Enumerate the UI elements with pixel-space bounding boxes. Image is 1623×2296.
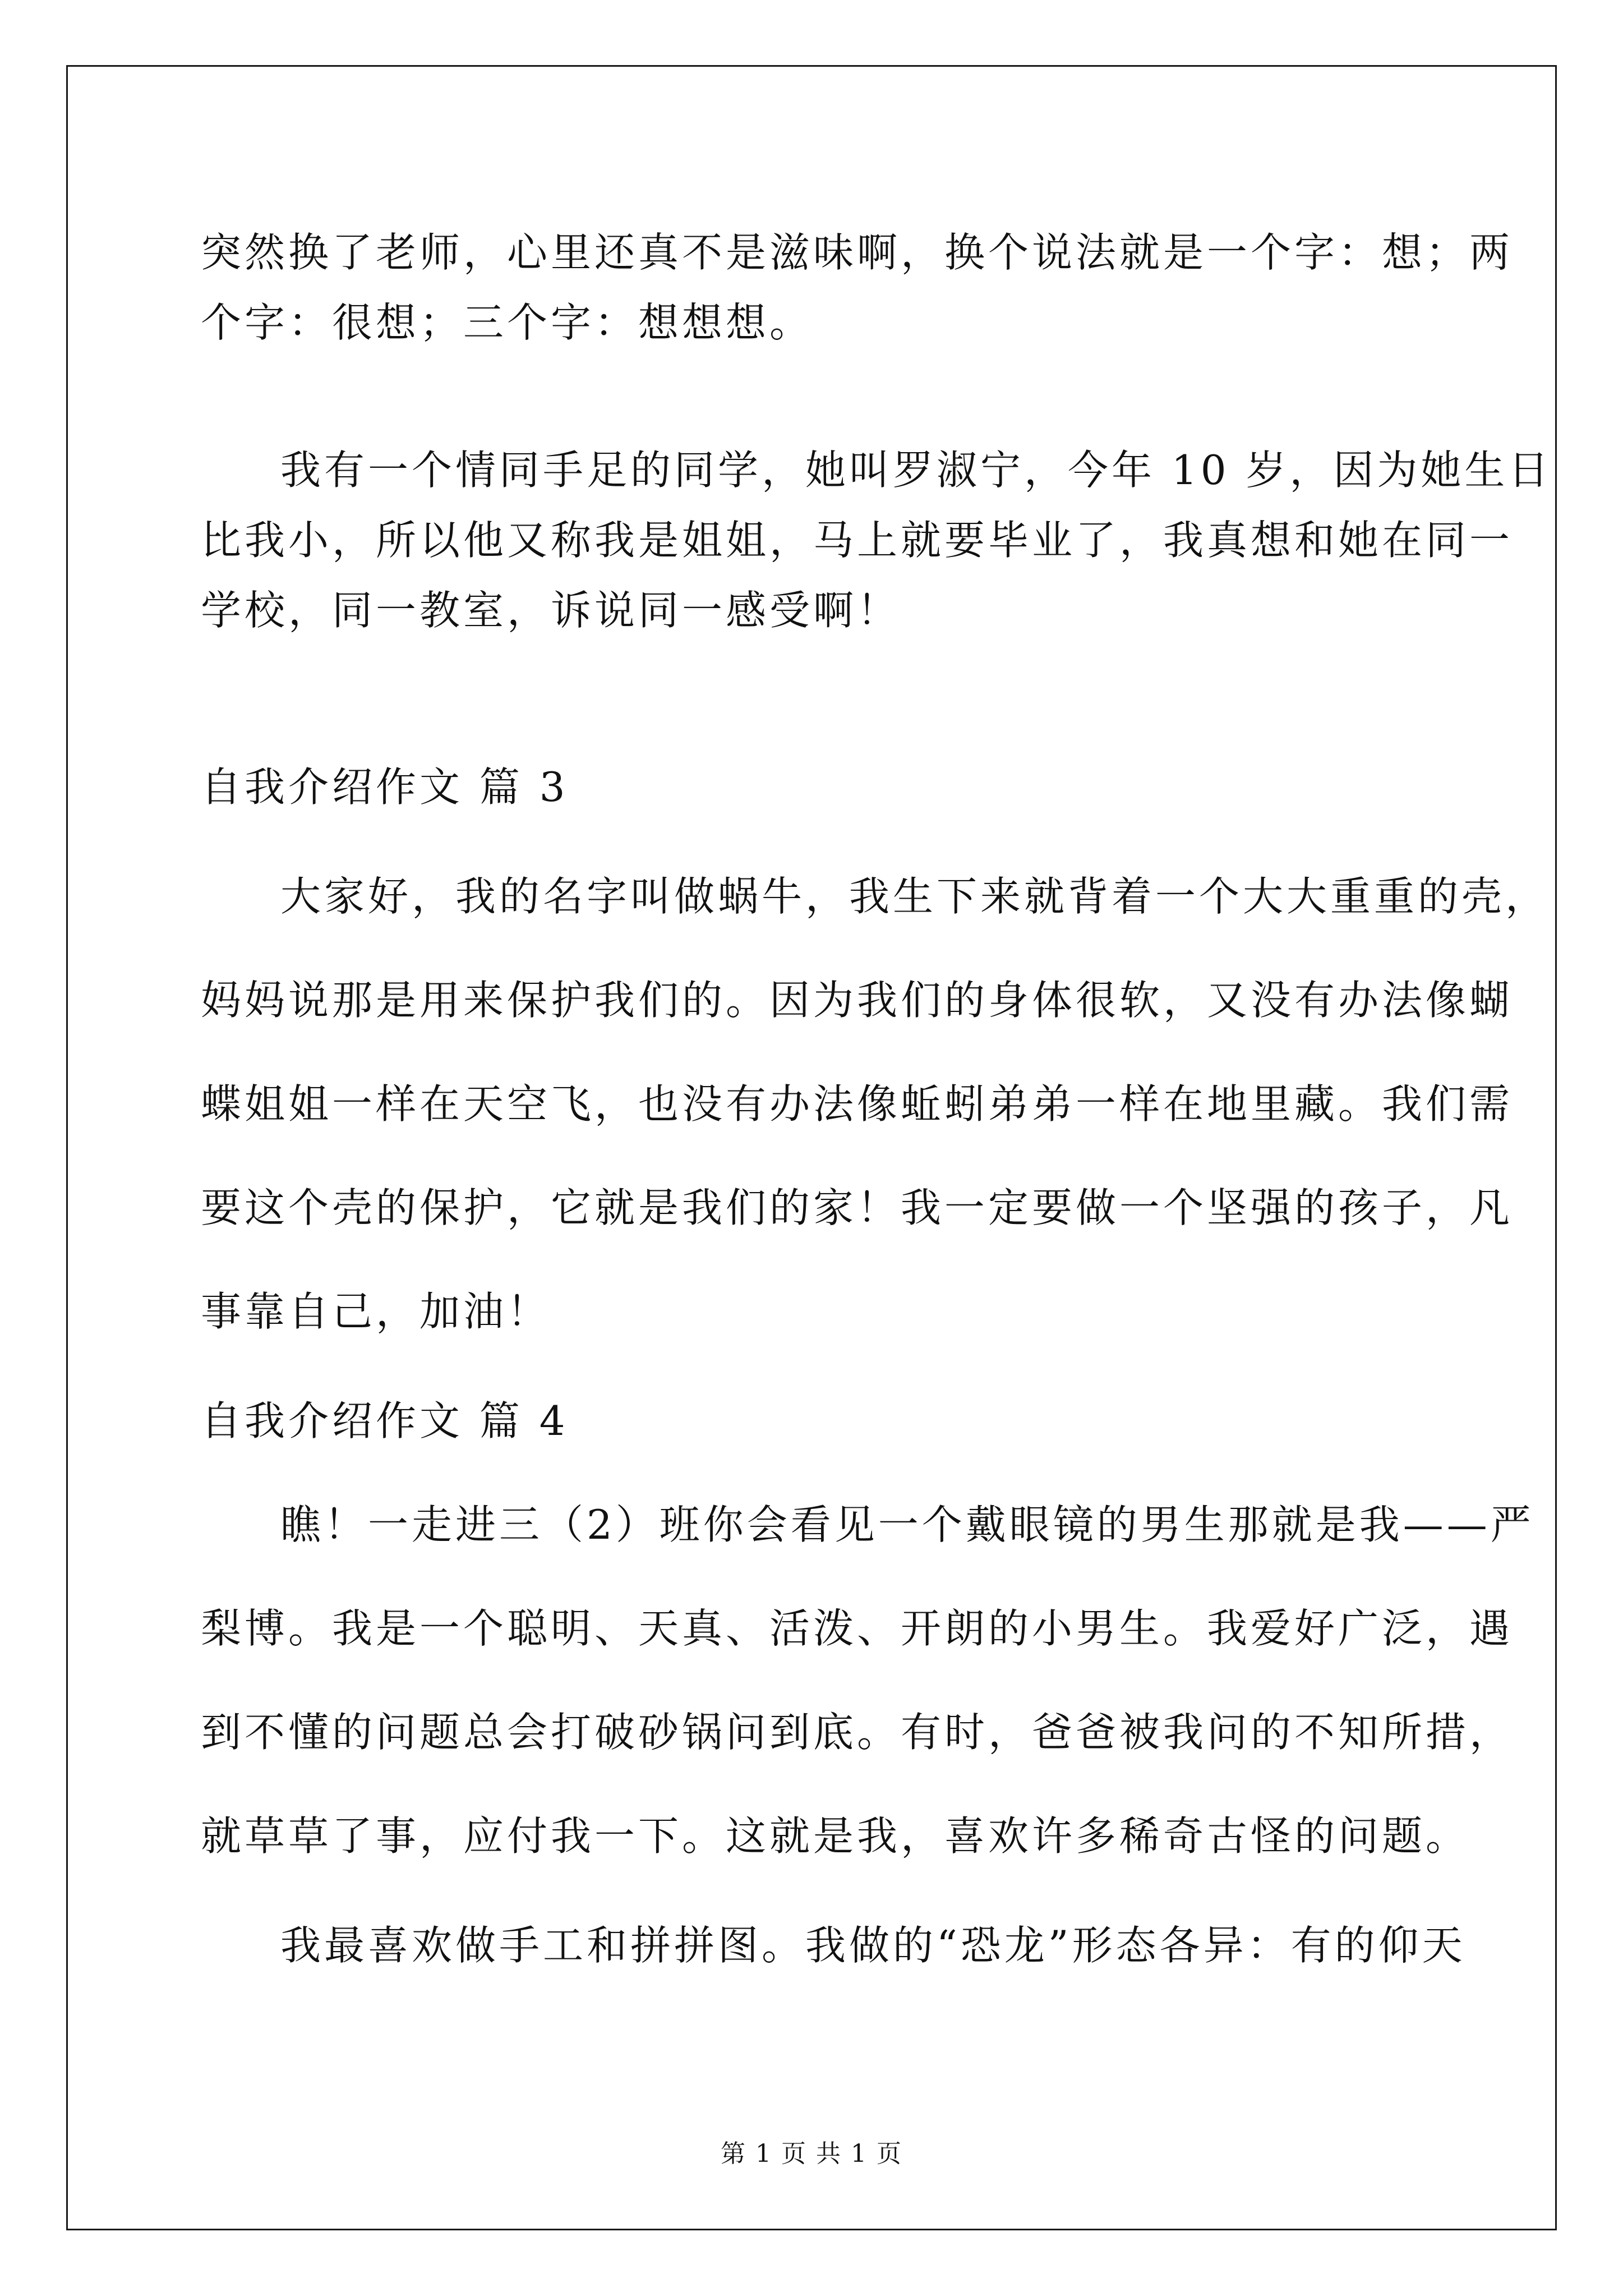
paragraph-line: 梨博。我是一个聪明、天真、活泼、开朗的小男生。我爱好广泛，遇 [201, 1605, 1514, 1652]
paragraph-line: 我最喜欢做手工和拼拼图。我做的“恐龙”形态各异：有的仰天 [280, 1922, 1466, 1969]
paragraph-line: 个字：很想；三个字：想想想。 [201, 299, 814, 346]
page-number-footer: 第 1 页 共 1 页 [721, 2139, 902, 2168]
paragraph-line: 就草草了事，应付我一下。这就是我，喜欢许多稀奇古怪的问题。 [201, 1812, 1470, 1860]
paragraph-line: 瞧！一走进三（2）班你会看见一个戴眼镜的男生那就是我——严 [280, 1501, 1534, 1548]
paragraph-line: 比我小，所以他又称我是姐姐，马上就要毕业了，我真想和她在同一 [201, 517, 1514, 564]
paragraph-line: 到不懂的问题总会打破砂锅问到底。有时，爸爸被我问的不知所措， [201, 1709, 1514, 1756]
paragraph-line: 大家好，我的名字叫做蜗牛，我生下来就背着一个大大重重的壳， [280, 873, 1550, 920]
paragraph-line: 我有一个情同手足的同学，她叫罗淑宁，今年 10 岁，因为她生日 [280, 447, 1552, 494]
paragraph-line: 学校，同一教室，诉说同一感受啊！ [201, 587, 901, 634]
page-border [66, 65, 1557, 2230]
paragraph-line: 要这个壳的保护，它就是我们的家！我一定要做一个坚强的孩子，凡 [201, 1184, 1514, 1231]
paragraph-line: 妈妈说那是用来保护我们的。因为我们的身体很软，又没有办法像蝴 [201, 977, 1514, 1024]
section-heading: 自我介绍作文 篇 4 [201, 1397, 569, 1444]
paragraph-line: 事靠自己，加油！ [201, 1288, 551, 1335]
paragraph-line: 蝶姐姐一样在天空飞，也没有办法像蚯蚓弟弟一样在地里藏。我们需 [201, 1080, 1514, 1128]
section-heading: 自我介绍作文 篇 3 [201, 763, 569, 811]
paragraph-line: 突然换了老师，心里还真不是滋味啊，换个说法就是一个字：想；两 [201, 229, 1514, 276]
